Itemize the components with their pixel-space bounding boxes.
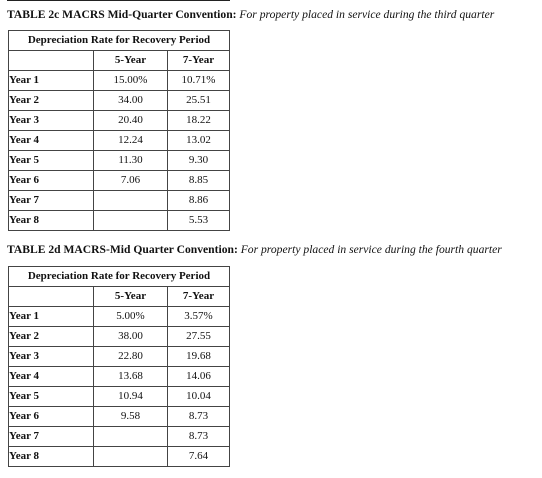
rate-5-year: 5.00% <box>94 307 168 327</box>
rate-5-year: 20.40 <box>94 111 168 131</box>
top-rule <box>7 0 230 1</box>
table-row <box>9 447 230 467</box>
table-2c-col-5-year: 5-Year <box>94 51 168 71</box>
table-2d-description: For property placed in service during the fourth quarter <box>240 243 502 256</box>
rate-7-year: 8.85 <box>168 171 230 191</box>
rate-7-year: 25.51 <box>168 91 230 111</box>
rate-5-year <box>94 447 168 467</box>
rate-7-year: 8.73 <box>168 427 230 447</box>
row-year-label: Year 1 <box>9 71 94 91</box>
row-year-label: Year 7 <box>9 191 94 211</box>
rate-5-year: 15.00% <box>94 71 168 91</box>
rate-7-year: 13.02 <box>168 131 230 151</box>
table-row <box>9 407 230 427</box>
table-row <box>9 171 230 191</box>
table-2c-caption <box>7 8 494 22</box>
row-year-label: Year 5 <box>9 151 94 171</box>
rate-7-year: 5.53 <box>168 211 230 231</box>
row-year-label: Year 1 <box>9 307 94 327</box>
table-2c-body <box>9 71 230 231</box>
table-row <box>9 151 230 171</box>
table-row <box>9 387 230 407</box>
table-row <box>9 131 230 151</box>
table-2d-blank-header <box>9 287 94 307</box>
rate-5-year: 12.24 <box>94 131 168 151</box>
rate-7-year: 10.04 <box>168 387 230 407</box>
table-2d-body <box>9 307 230 467</box>
rate-7-year: 19.68 <box>168 347 230 367</box>
rate-5-year: 11.30 <box>94 151 168 171</box>
table-row <box>9 71 230 91</box>
rate-7-year: 8.73 <box>168 407 230 427</box>
table-2c-title: TABLE 2c MACRS Mid-Quarter Convention: <box>7 8 237 21</box>
rate-5-year: 9.58 <box>94 407 168 427</box>
table-row <box>9 327 230 347</box>
table-row <box>9 347 230 367</box>
rate-5-year: 34.00 <box>94 91 168 111</box>
rate-7-year: 8.86 <box>168 191 230 211</box>
rate-5-year: 38.00 <box>94 327 168 347</box>
row-year-label: Year 6 <box>9 407 94 427</box>
row-year-label: Year 8 <box>9 447 94 467</box>
row-year-label: Year 4 <box>9 131 94 151</box>
table-2d-group-header: Depreciation Rate for Recovery Period <box>9 267 230 287</box>
row-year-label: Year 2 <box>9 327 94 347</box>
rate-5-year <box>94 211 168 231</box>
rate-7-year: 27.55 <box>168 327 230 347</box>
table-2c-description: For property placed in service during the third quarter <box>239 8 495 21</box>
table-2d-title: TABLE 2d MACRS-Mid Quarter Convention: <box>7 243 238 256</box>
table-2c-group-header: Depreciation Rate for Recovery Period <box>9 31 230 51</box>
table-2c-col-7-year: 7-Year <box>168 51 230 71</box>
table-2c <box>8 30 230 231</box>
row-year-label: Year 3 <box>9 111 94 131</box>
rate-5-year <box>94 191 168 211</box>
rate-7-year: 10.71% <box>168 71 230 91</box>
table-row <box>9 111 230 131</box>
row-year-label: Year 4 <box>9 367 94 387</box>
row-year-label: Year 3 <box>9 347 94 367</box>
table-row <box>9 427 230 447</box>
row-year-label: Year 5 <box>9 387 94 407</box>
rate-7-year: 14.06 <box>168 367 230 387</box>
table-2d-col-7-year: 7-Year <box>168 287 230 307</box>
table-row <box>9 211 230 231</box>
table-2c-blank-header <box>9 51 94 71</box>
table-row <box>9 367 230 387</box>
rate-5-year: 22.80 <box>94 347 168 367</box>
table-2d-col-5-year: 5-Year <box>94 287 168 307</box>
rate-5-year: 13.68 <box>94 367 168 387</box>
rate-5-year: 7.06 <box>94 171 168 191</box>
row-year-label: Year 8 <box>9 211 94 231</box>
table-row <box>9 307 230 327</box>
rate-7-year: 18.22 <box>168 111 230 131</box>
row-year-label: Year 2 <box>9 91 94 111</box>
table-row <box>9 191 230 211</box>
table-2d-caption <box>7 243 502 257</box>
rate-7-year: 7.64 <box>168 447 230 467</box>
rate-5-year <box>94 427 168 447</box>
row-year-label: Year 6 <box>9 171 94 191</box>
table-row <box>9 91 230 111</box>
rate-5-year: 10.94 <box>94 387 168 407</box>
table-2d <box>8 266 230 467</box>
rate-7-year: 3.57% <box>168 307 230 327</box>
rate-7-year: 9.30 <box>168 151 230 171</box>
row-year-label: Year 7 <box>9 427 94 447</box>
